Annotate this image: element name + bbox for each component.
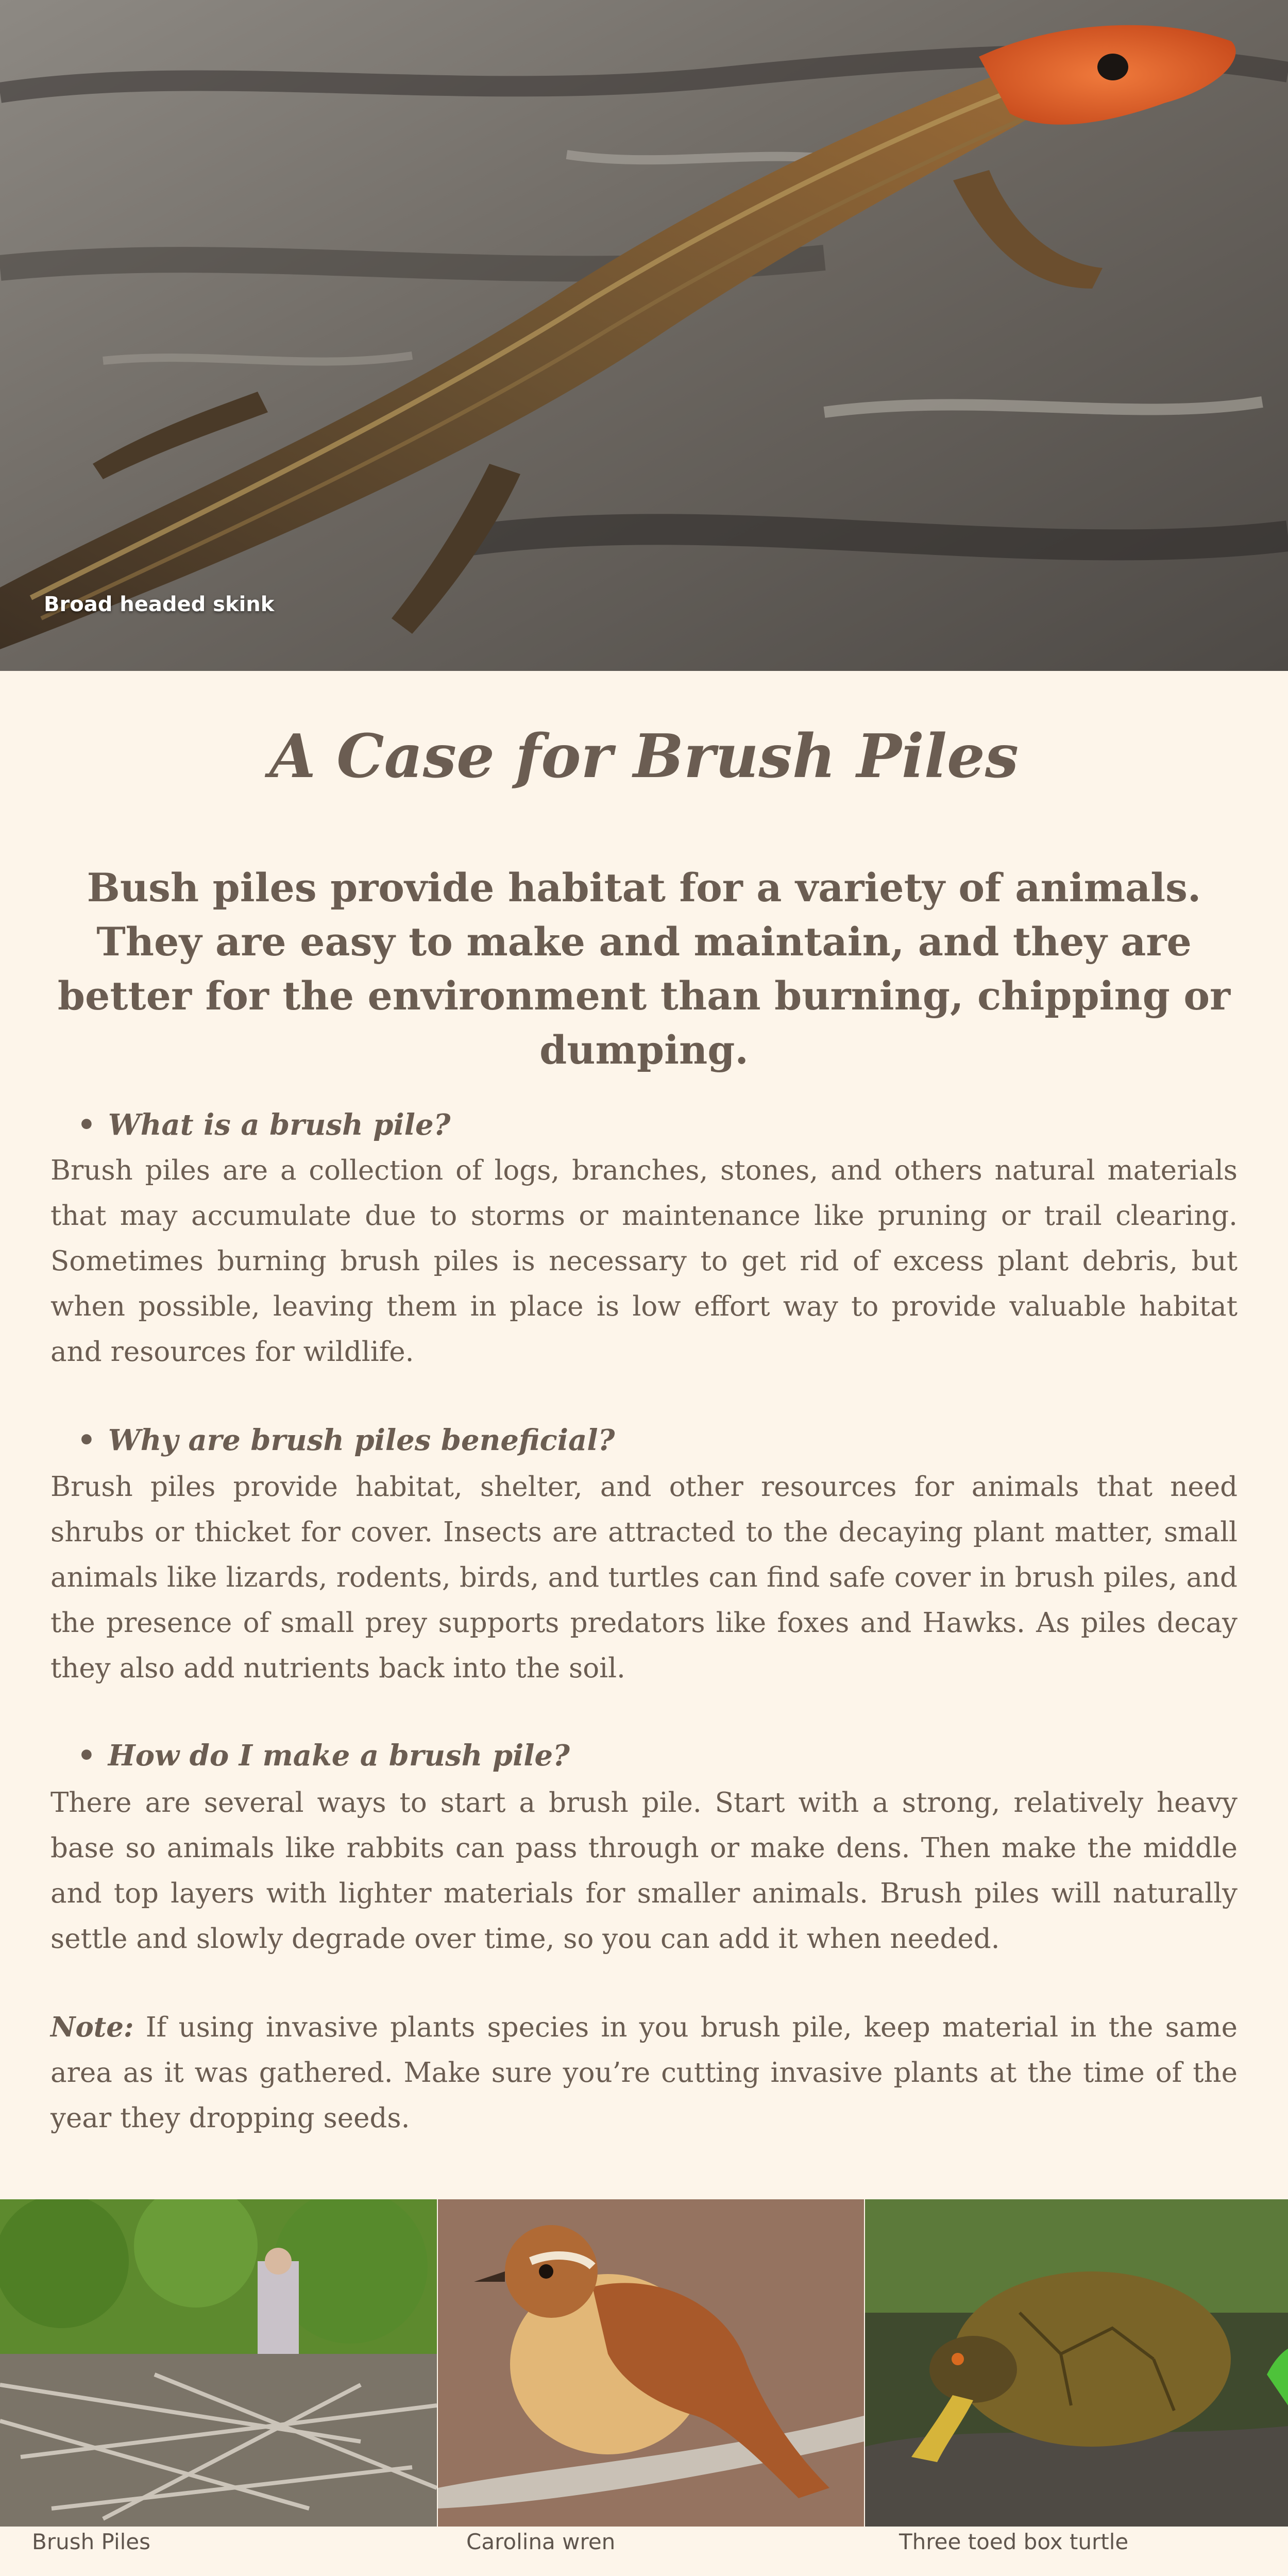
- lede-paragraph: Bush piles provide habitat for a variety of animals. They are easy to make and maintain, and they are better for the environment than burning, chipping or dumping.: [57, 865, 1231, 1073]
- section-heading-text: Why are brush piles beneficial?: [108, 1423, 615, 1457]
- wren-image: [438, 2199, 864, 2527]
- note-label: Note:: [50, 2011, 134, 2043]
- brush-pile-image: [0, 2199, 437, 2527]
- hero-image: [0, 0, 1288, 671]
- section-body-why: Brush piles provide habitat, shelter, and other resources for animals that need shrubs or thicket for cover. Insects are attracted to the decaying plant matter, small animals like lizards, rodents, birds, and turtles can find safe cover in brush piles, and the presence of small prey supports predators like foxes and Hawks. As piles decay they also add nutrients back into the soil.: [50, 1471, 1238, 1684]
- note-paragraph: [50, 2005, 1238, 2141]
- section-heading-how: [77, 1738, 570, 1774]
- turtle-image: [865, 2199, 1288, 2527]
- page-title: A Case for Brush Piles: [269, 721, 1019, 792]
- gallery-caption-wren: Carolina wren: [466, 2529, 616, 2554]
- gallery-caption-brush-piles: Brush Piles: [32, 2529, 151, 2554]
- box-turtle-photo: [865, 2199, 1288, 2527]
- section-heading-what: [77, 1107, 450, 1143]
- skink-photo: [0, 0, 1288, 671]
- brush-pile-photo: [0, 2199, 437, 2527]
- bullet-icon: •: [77, 1739, 96, 1773]
- hero-caption: Broad headed skink: [44, 593, 275, 616]
- gallery-caption-turtle: Three toed box turtle: [899, 2529, 1129, 2554]
- photo-gallery: [0, 2199, 1288, 2527]
- bullet-icon: •: [77, 1108, 96, 1142]
- note-text: If using invasive plants species in you brush pile, keep material in the same area as it was gathered. Make sure you’re cutting invasive plants at the time of the year they dropping seeds.: [50, 2012, 1238, 2134]
- section-body-what: Brush piles are a collection of logs, branches, stones, and others natural materials that may accumulate due to storms or maintenance like pruning or trail clearing. Sometimes burning brush piles is necessary to get rid of excess plant debris, but when possible, leaving them in place is low effort way to provide valuable habitat and resources for wildlife.: [50, 1155, 1238, 1368]
- section-heading-why: [77, 1422, 615, 1458]
- section-body-how: There are several ways to start a brush pile. Start with a strong, relatively heavy base so animals like rabbits can pass through or make dens. Then make the middle and top layers with lighter materials for smaller animals. Brush piles will naturally settle and slowly degrade over time, so you can add it when needed.: [50, 1787, 1238, 1955]
- section-heading-text: How do I make a brush pile?: [108, 1739, 570, 1773]
- carolina-wren-photo: [438, 2199, 864, 2527]
- bullet-icon: •: [77, 1423, 96, 1457]
- section-heading-text: What is a brush pile?: [108, 1108, 451, 1142]
